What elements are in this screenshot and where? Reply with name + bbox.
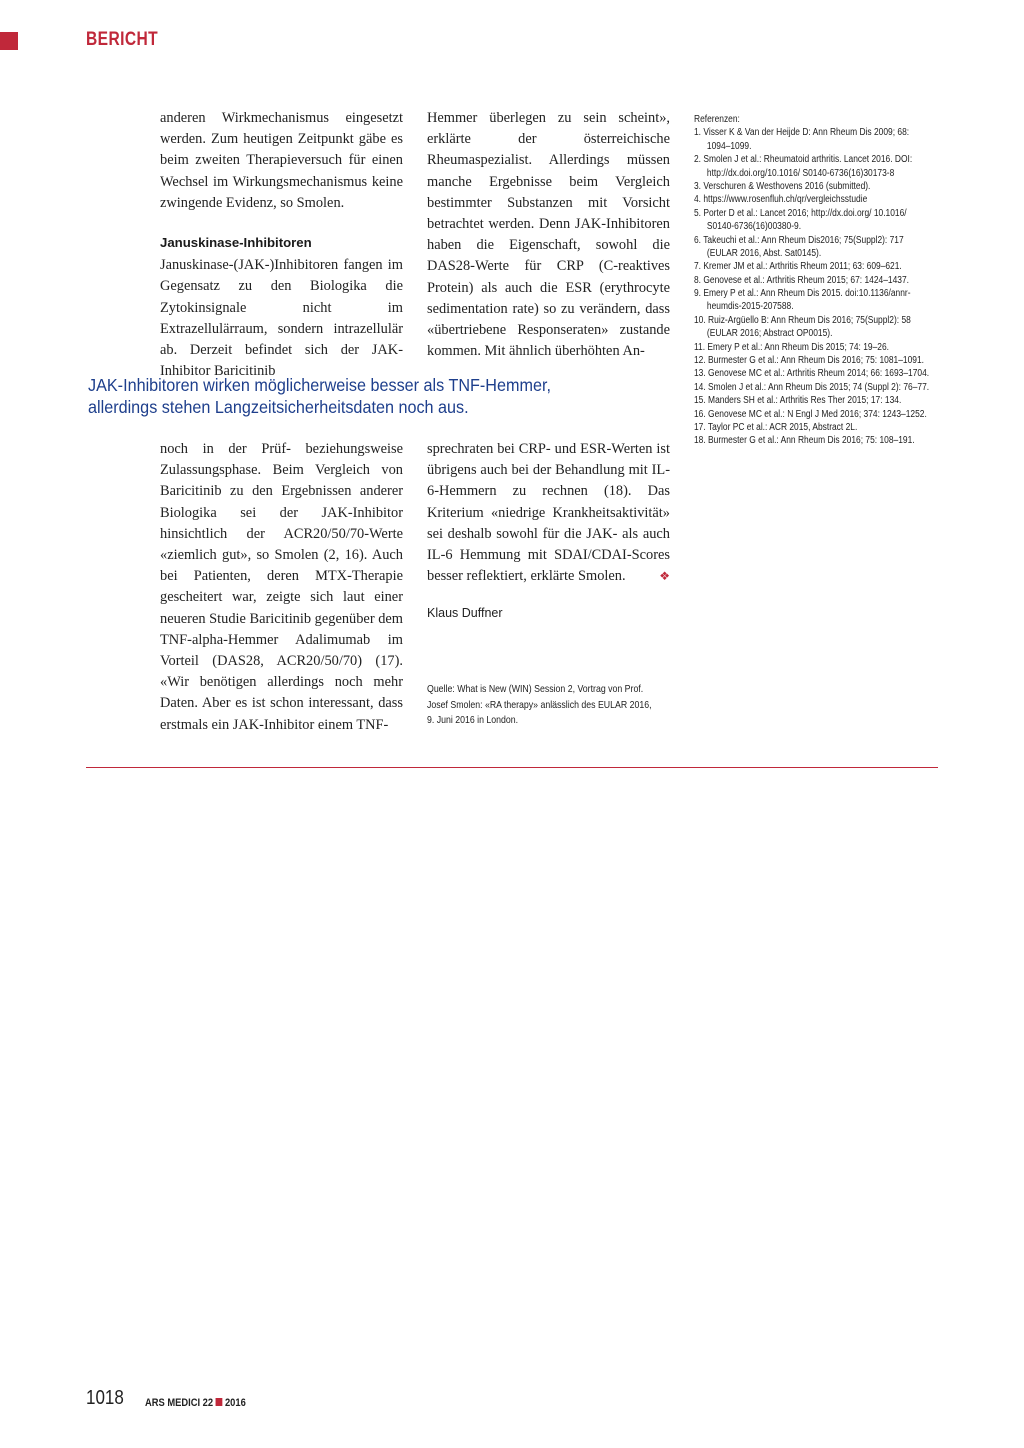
reference-line: 17. Taylor PC et al.: ACR 2015, Abstract 2L.	[694, 421, 858, 433]
section-label: BERICHT	[86, 29, 159, 50]
footer-accent-square	[216, 1398, 223, 1406]
source-note	[427, 682, 697, 729]
subheading: Januskinase-Inhibitoren	[160, 235, 312, 251]
pull-quote-line: allerdings stehen Langzeitsicherheitsdaten noch aus.	[88, 397, 469, 417]
pull-quote	[88, 374, 688, 418]
reference-line: 11. Emery P et al.: Ann Rheum Dis 2015; 74: 19–26.	[694, 341, 889, 353]
reference-line: 9. Emery P et al.: Ann Rheum Dis 2015. doi:10.1136/annr-	[694, 288, 911, 300]
source-line: Quelle: What is New (WIN) Session 2, Vortrag von Prof.	[427, 684, 644, 695]
reference-line: 15. Manders SH et al.: Arthritis Res Ther 2015; 17: 134.	[694, 395, 902, 407]
reference-line: 4. https://www.rosenfluh.ch/qr/vergleichsstudie	[694, 194, 868, 206]
header-accent-square	[0, 32, 18, 50]
paragraph	[427, 439, 670, 587]
reference-line: 16. Genovese MC et al.: N Engl J Med 2016; 374: 1243–1252.	[694, 408, 927, 420]
reference-line: 6. Takeuchi et al.: Ann Rheum Dis2016; 75(Suppl2): 717	[694, 234, 904, 246]
reference-line: 7. Kremer JM et al.: Arthritis Rheum 2011; 63: 609–621.	[694, 261, 902, 273]
reference-line: http://dx.doi.org/10.1016/ S0140-6736(16)30173-8	[706, 167, 895, 179]
paragraph: Hemmer überlegen zu sein scheint», erklärte der österreichische Rheumaspezialist. Allerdings müssen manche Ergebnisse beim Vergleich bestimmter Substanzen mit Vorsicht betrachtet werden. Denn JAK-Inhibitoren haben die Eigenschaft, sowohl die DAS28-Werte für CRP (C-reaktives Protein) als auch die ESR (erythrocyte sedimentation rate) so zu verändern, dass «übertriebene Responseraten» zustande kommen. Mit ähnlich überhöhten An-	[427, 110, 670, 360]
reference-line: 18. Burmester G et al.: Ann Rheum Dis 2016; 75: 108–191.	[694, 435, 915, 447]
reference-line: 14. Smolen J et al.: Ann Rheum Dis 2015; 74 (Suppl 2): 76–77.	[694, 381, 930, 393]
reference-line: 1094–1099.	[706, 140, 752, 152]
references-list	[694, 113, 944, 448]
article-column-1-bottom	[160, 439, 403, 736]
article-column-1-top	[160, 108, 403, 382]
reference-line: 10. Ruiz-Argüello B: Ann Rheum Dis 2016; 75(Suppl2): 58	[694, 314, 911, 326]
reference-line: 8. Genovese et al.: Arthritis Rheum 2015; 67: 1424–1437.	[694, 274, 909, 286]
journal-issue	[145, 1397, 246, 1409]
article-column-2-bottom	[427, 439, 670, 625]
author-name: Klaus Duffner	[427, 606, 503, 621]
paragraph: anderen Wirkmechanismus eingesetzt werden. Zum heutigen Zeitpunkt gäbe es beim zweiten Therapieversuch für einen Wechsel im Wirkungsmechanismus keine zwingende Evidenz, so Smolen.	[160, 110, 403, 211]
reference-line: 12. Burmester G et al.: Ann Rheum Dis 2016; 75: 1081–1091.	[694, 355, 924, 367]
divider-rule	[86, 767, 938, 768]
reference-line: (EULAR 2016, Abst. Sat0145).	[706, 247, 822, 259]
source-line: Josef Smolen: «RA therapy» anlässlich des EULAR 2016,	[427, 699, 652, 711]
article-column-2-top	[427, 108, 670, 362]
end-of-article-icon: ❖	[659, 569, 670, 584]
journal-name: ARS MEDICI 22	[145, 1397, 214, 1409]
reference-line: 3. Verschuren & Westhovens 2016 (submitted).	[694, 180, 871, 192]
reference-line: 2. Smolen J et al.: Rheumatoid arthritis. Lancet 2016. DOI:	[694, 154, 913, 166]
reference-line: S0140-6736(16)00380-9.	[706, 221, 802, 233]
source-line: 9. Juni 2016 in London.	[427, 715, 519, 726]
pull-quote-line: JAK-Inhibitoren wirken möglicherweise besser als TNF-Hemmer,	[88, 375, 551, 395]
paragraph: Januskinase-(JAK-)Inhibitoren fangen im Gegensatz zu den Biologika die Zytokinsignale nicht im Extrazellulärraum, sondern intrazellulär ab. Derzeit befindet sich der JAK-Inhibitor Baricitinib	[160, 257, 403, 380]
page-number: 1018	[86, 1387, 124, 1409]
reference-line: (EULAR 2016; Abstract OP0015).	[706, 328, 833, 340]
reference-line: 1. Visser K & Van der Heijde D: Ann Rheum Dis 2009; 68:	[694, 127, 910, 139]
reference-line: 13. Genovese MC et al.: Arthritis Rheum 2014; 66: 1693–1704.	[694, 368, 930, 380]
reference-line: 5. Porter D et al.: Lancet 2016; http://dx.doi.org/ 10.1016/	[694, 207, 907, 219]
journal-year: 2016	[224, 1397, 246, 1409]
references-title: Referenzen:	[694, 114, 740, 125]
paragraph: noch in der Prüf- beziehungsweise Zulassungsphase. Beim Vergleich von Baricitinib zu den Ergebnissen anderer Biologika sei der JAK-Inhibitor hinsichtlich der ACR20/50/70-Werte «ziemlich gut», so Smolen (2, 16). Auch bei Patienten, deren MTX-Therapie gescheitert war, zeigte sich laut einer neueren Studie Baricitinib gegenüber dem TNF-alpha-Hemmer Adalimumab im Vorteil (DAS28, ACR20/50/70) (17). «Wir benötigen allerdings noch mehr Daten. Aber es ist schon interessant, dass erstmals ein JAK-Inhibitor einem TNF-	[160, 441, 403, 733]
paragraph-text: sprechraten bei CRP- und ESR-Werten ist übrigens auch bei der Behandlung mit IL-6-Hemmern zu rechnen (18). Das Kriterium «niedrige Krankheitsaktivität» sei deshalb sowohl für die JAK- als auch IL-6 Hemmung mit SDAI/CDAI-Scores besser reflektiert, erklärte Smolen.	[427, 441, 670, 585]
reference-line: heumdis-2015-207588.	[706, 301, 794, 313]
